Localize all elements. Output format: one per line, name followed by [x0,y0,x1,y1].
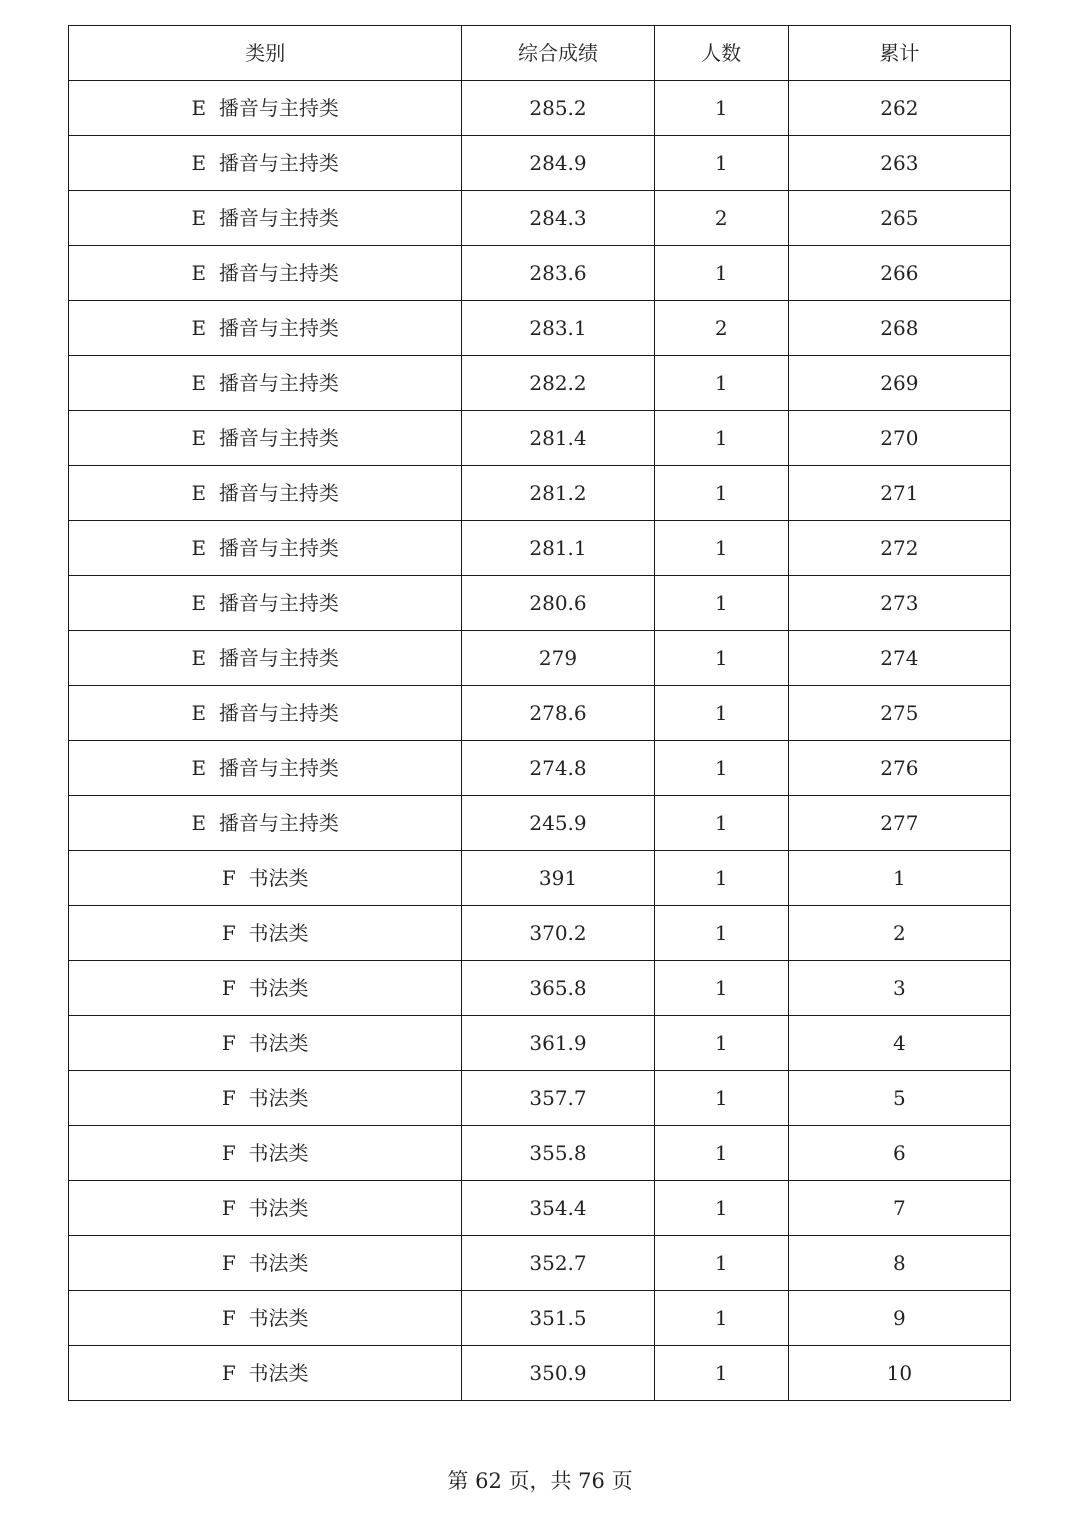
count-cell: 1 [654,356,788,411]
category-cell: F 书法类 [69,1016,462,1071]
cumulative-cell: 8 [788,1236,1010,1291]
count-cell: 1 [654,906,788,961]
table-row [69,466,1011,521]
cumulative-cell: 269 [788,356,1010,411]
score-cell: 274.8 [462,741,654,796]
cumulative-cell: 6 [788,1126,1010,1181]
category-cell: F 书法类 [69,851,462,906]
table-row [69,796,1011,851]
cumulative-cell: 274 [788,631,1010,686]
count-cell: 1 [654,1071,788,1126]
category-cell: F 书法类 [69,1181,462,1236]
table-row [69,1016,1011,1071]
cumulative-cell: 3 [788,961,1010,1016]
count-cell: 1 [654,686,788,741]
cumulative-cell: 263 [788,136,1010,191]
table-row [69,906,1011,961]
category-cell: E 播音与主持类 [69,796,462,851]
category-cell: F 书法类 [69,961,462,1016]
cumulative-cell: 266 [788,246,1010,301]
table-row [69,1126,1011,1181]
cumulative-cell: 4 [788,1016,1010,1071]
score-cell: 279 [462,631,654,686]
cumulative-cell: 270 [788,411,1010,466]
category-cell: E 播音与主持类 [69,686,462,741]
table-row [69,191,1011,246]
count-cell: 1 [654,411,788,466]
table-row [69,356,1011,411]
table-row [69,741,1011,796]
count-cell: 1 [654,521,788,576]
category-cell: E 播音与主持类 [69,191,462,246]
score-cell: 351.5 [462,1291,654,1346]
table-row [69,1346,1011,1401]
header-cumulative: 累计 [788,26,1010,81]
count-cell: 1 [654,576,788,631]
cumulative-cell: 265 [788,191,1010,246]
table-body [69,81,1011,1401]
cumulative-cell: 262 [788,81,1010,136]
header-row [69,26,1011,81]
count-cell: 1 [654,136,788,191]
table-row [69,851,1011,906]
count-cell: 1 [654,246,788,301]
score-cell: 357.7 [462,1071,654,1126]
cumulative-cell: 1 [788,851,1010,906]
score-cell: 282.2 [462,356,654,411]
cumulative-cell: 7 [788,1181,1010,1236]
cumulative-cell: 273 [788,576,1010,631]
score-cell: 283.6 [462,246,654,301]
header-count: 人数 [654,26,788,81]
count-cell: 1 [654,1016,788,1071]
category-cell: F 书法类 [69,1126,462,1181]
count-cell: 1 [654,466,788,521]
category-cell: E 播音与主持类 [69,301,462,356]
score-cell: 350.9 [462,1346,654,1401]
category-cell: E 播音与主持类 [69,466,462,521]
score-cell: 285.2 [462,81,654,136]
table-row [69,1291,1011,1346]
category-cell: F 书法类 [69,1291,462,1346]
table-row [69,301,1011,356]
category-cell: E 播音与主持类 [69,576,462,631]
count-cell: 1 [654,1126,788,1181]
score-cell: 281.2 [462,466,654,521]
count-cell: 1 [654,1346,788,1401]
table-row [69,81,1011,136]
cumulative-cell: 275 [788,686,1010,741]
count-cell: 1 [654,741,788,796]
count-cell: 1 [654,631,788,686]
category-cell: E 播音与主持类 [69,81,462,136]
score-cell: 391 [462,851,654,906]
score-cell: 370.2 [462,906,654,961]
table-row [69,961,1011,1016]
score-cell: 284.9 [462,136,654,191]
score-cell: 278.6 [462,686,654,741]
table-row [69,576,1011,631]
score-cell: 245.9 [462,796,654,851]
cumulative-cell: 2 [788,906,1010,961]
category-cell: E 播音与主持类 [69,356,462,411]
table-row [69,1181,1011,1236]
table-row [69,1236,1011,1291]
score-cell: 352.7 [462,1236,654,1291]
table-row [69,136,1011,191]
score-cell: 281.1 [462,521,654,576]
page-number: 第 62 页，共 76 页 [447,1469,633,1493]
cumulative-cell: 276 [788,741,1010,796]
header-category: 类别 [69,26,462,81]
category-cell: E 播音与主持类 [69,246,462,301]
category-cell: E 播音与主持类 [69,631,462,686]
score-cell: 354.4 [462,1181,654,1236]
count-cell: 1 [654,1236,788,1291]
table-row [69,411,1011,466]
category-cell: E 播音与主持类 [69,521,462,576]
score-cell: 283.1 [462,301,654,356]
table-row [69,1071,1011,1126]
score-cell: 355.8 [462,1126,654,1181]
cumulative-cell: 277 [788,796,1010,851]
count-cell: 2 [654,301,788,356]
table-row [69,631,1011,686]
score-cell: 284.3 [462,191,654,246]
cumulative-cell: 271 [788,466,1010,521]
cumulative-cell: 272 [788,521,1010,576]
table-row [69,246,1011,301]
count-cell: 1 [654,796,788,851]
cumulative-cell: 10 [788,1346,1010,1401]
header-score: 综合成绩 [462,26,654,81]
table-row [69,521,1011,576]
category-cell: F 书法类 [69,1236,462,1291]
table-row [69,686,1011,741]
category-cell: F 书法类 [69,1071,462,1126]
count-cell: 1 [654,81,788,136]
category-cell: E 播音与主持类 [69,411,462,466]
cumulative-cell: 9 [788,1291,1010,1346]
score-cell: 361.9 [462,1016,654,1071]
score-cell: 280.6 [462,576,654,631]
score-cell: 281.4 [462,411,654,466]
cumulative-cell: 268 [788,301,1010,356]
score-table [68,25,1011,1401]
table-header [69,26,1011,81]
count-cell: 1 [654,1291,788,1346]
category-cell: E 播音与主持类 [69,741,462,796]
category-cell: E 播音与主持类 [69,136,462,191]
category-cell: F 书法类 [69,1346,462,1401]
count-cell: 1 [654,961,788,1016]
score-cell: 365.8 [462,961,654,1016]
category-cell: F 书法类 [69,906,462,961]
count-cell: 1 [654,851,788,906]
cumulative-cell: 5 [788,1071,1010,1126]
count-cell: 1 [654,1181,788,1236]
count-cell: 2 [654,191,788,246]
